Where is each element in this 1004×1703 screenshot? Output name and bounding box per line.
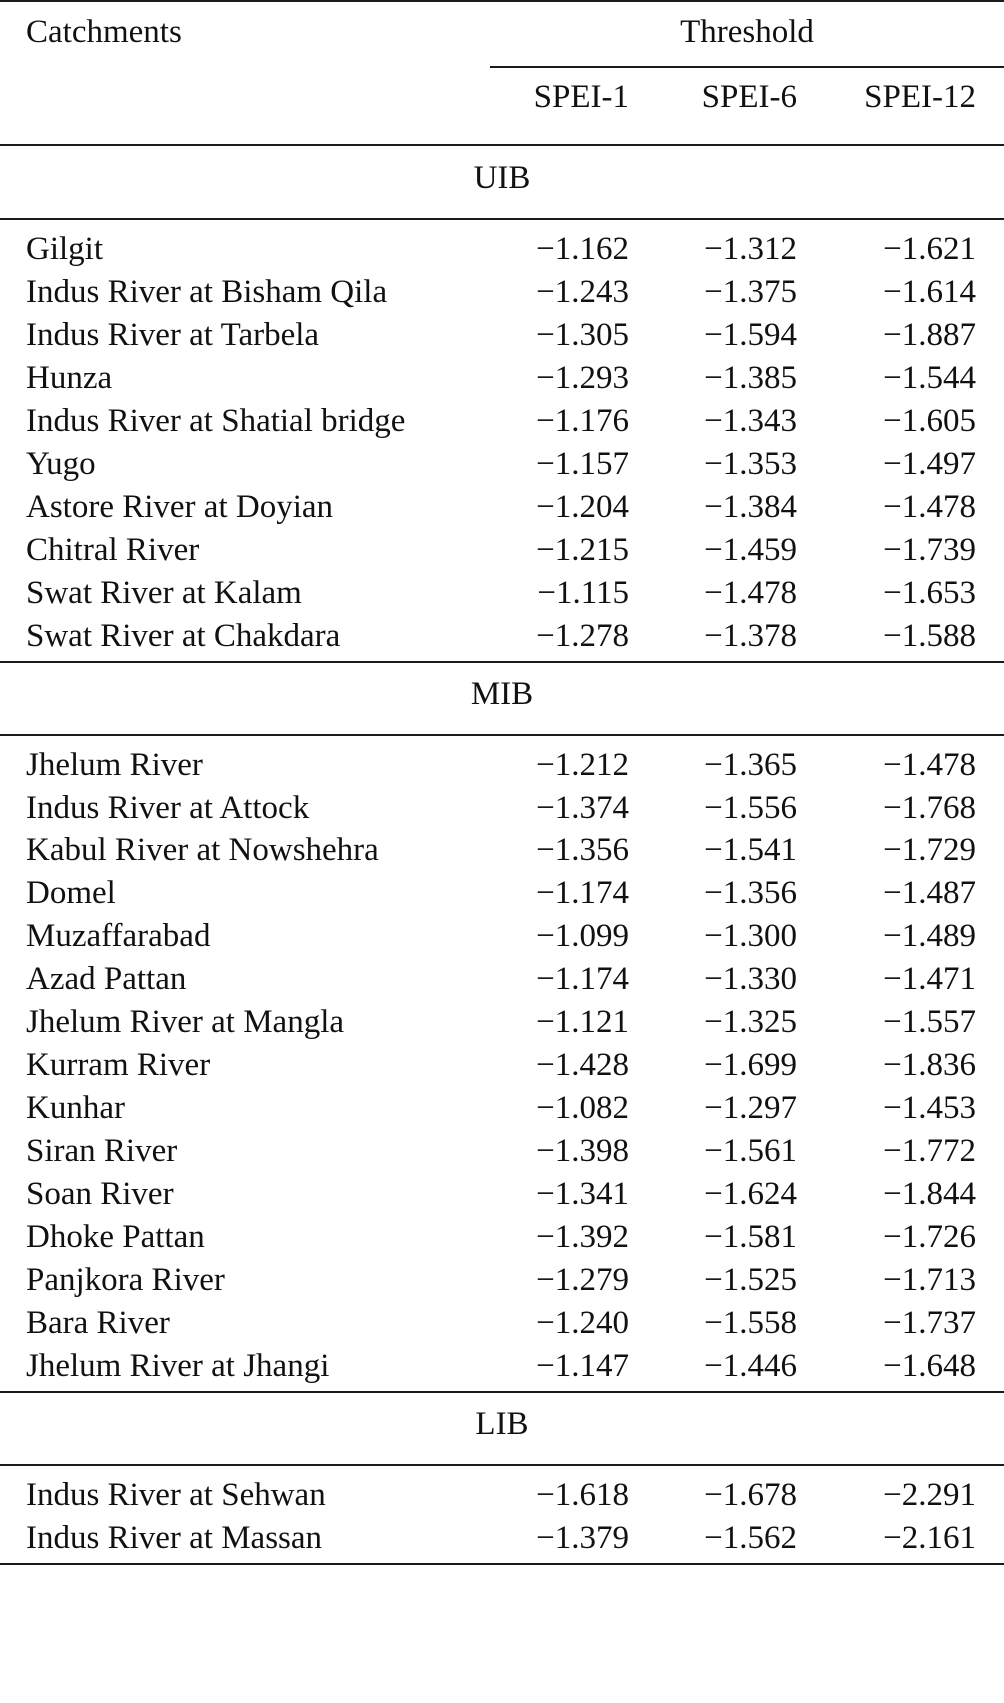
- spei-12-value: −1.887: [883, 316, 976, 353]
- header-threshold: Threshold: [680, 14, 814, 50]
- spei-12-value: −1.453: [883, 1090, 976, 1127]
- header-spei-6: SPEI-6: [701, 79, 797, 115]
- spei-1-value: −1.341: [536, 1176, 629, 1212]
- header-rule: [0, 144, 1004, 146]
- section-rule: [0, 661, 1004, 663]
- spei-1-value: −1.240: [536, 1304, 629, 1341]
- spei-12-value: −1.621: [883, 231, 976, 267]
- section-rule: [0, 1391, 1004, 1393]
- spei-6-value: −1.581: [704, 1219, 797, 1255]
- spei-1-value: −1.293: [536, 359, 629, 396]
- catchment-name: Chitral River: [26, 531, 200, 568]
- catchment-name: Panjkora River: [26, 1261, 225, 1298]
- section-label-lib: LIB: [475, 1405, 529, 1442]
- spei-6-value: −1.330: [704, 961, 797, 998]
- spei-6-value: −1.356: [704, 875, 797, 912]
- spei-1-value: −1.243: [536, 273, 629, 310]
- header-spei-1: SPEI-1: [533, 79, 629, 115]
- spei-12-value: −2.291: [883, 1476, 976, 1513]
- catchment-name: Azad Pattan: [26, 961, 187, 998]
- catchment-name: Domel: [26, 875, 116, 912]
- catchment-name: Indus River at Bisham Qila: [26, 273, 388, 310]
- section-label-uib: UIB: [473, 160, 531, 196]
- spei-1-value: −1.379: [536, 1519, 629, 1556]
- spei-1-value: −1.082: [536, 1090, 629, 1127]
- spei-6-value: −1.297: [704, 1090, 797, 1127]
- spei-12-value: −1.605: [883, 402, 976, 439]
- catchment-name: Indus River at Sehwan: [26, 1476, 326, 1513]
- spei-12-value: −2.161: [883, 1519, 976, 1556]
- spei-12-value: −1.487: [883, 875, 976, 912]
- spei-12-value: −1.544: [883, 359, 976, 396]
- spei-6-value: −1.556: [704, 789, 797, 826]
- spei-1-value: −1.428: [536, 1047, 629, 1084]
- spei-6-value: −1.678: [704, 1476, 797, 1513]
- spei-12-value: −1.588: [883, 617, 976, 654]
- spei-12-value: −1.768: [883, 789, 976, 826]
- spei-1-value: −1.099: [536, 918, 629, 955]
- spei-12-value: −1.726: [883, 1219, 976, 1255]
- spei-12-value: −1.772: [883, 1133, 976, 1170]
- spei-6-value: −1.562: [704, 1519, 797, 1556]
- top-rule: [0, 0, 1004, 2]
- spei-6-value: −1.541: [704, 832, 797, 869]
- catchment-name: Bara River: [26, 1304, 170, 1341]
- spei-1-value: −1.305: [536, 316, 629, 353]
- catchment-name: Kabul River at Nowshehra: [26, 832, 379, 869]
- spei-6-value: −1.365: [704, 746, 797, 783]
- spei-1-value: −1.204: [536, 488, 629, 525]
- threshold-cmidrule: [490, 66, 1004, 68]
- section-rule: [0, 1464, 1004, 1466]
- spei-12-value: −1.653: [883, 574, 976, 611]
- spei-1-value: −1.176: [536, 402, 629, 439]
- spei-6-value: −1.558: [704, 1304, 797, 1341]
- spei-6-value: −1.446: [704, 1347, 797, 1384]
- spei-1-value: −1.215: [536, 531, 629, 568]
- spei-12-value: −1.478: [883, 746, 976, 783]
- spei-6-value: −1.594: [704, 316, 797, 353]
- header-spei-12: SPEI-12: [864, 79, 976, 115]
- spei-1-value: −1.115: [537, 574, 629, 611]
- spei-6-value: −1.312: [704, 231, 797, 267]
- catchment-name: Dhoke Pattan: [26, 1219, 205, 1255]
- catchment-name: Astore River at Doyian: [26, 488, 334, 525]
- spei-1-value: −1.398: [536, 1133, 629, 1170]
- spei-6-value: −1.561: [704, 1133, 797, 1170]
- catchment-name: Jhelum River at Mangla: [26, 1004, 345, 1041]
- spei-12-value: −1.471: [883, 961, 976, 998]
- spei-1-value: −1.618: [536, 1476, 629, 1513]
- catchment-name: Swat River at Kalam: [26, 574, 302, 611]
- spei-12-value: −1.557: [883, 1004, 976, 1041]
- spei-12-value: −1.713: [883, 1261, 976, 1298]
- spei-6-value: −1.385: [704, 359, 797, 396]
- spei-6-value: −1.300: [704, 918, 797, 955]
- spei-1-value: −1.374: [536, 789, 629, 826]
- spei-1-value: −1.174: [536, 961, 629, 998]
- catchment-name: Kunhar: [26, 1090, 125, 1127]
- catchment-name: Hunza: [26, 359, 113, 396]
- spei-12-value: −1.497: [883, 445, 976, 482]
- spei-6-value: −1.353: [704, 445, 797, 482]
- spei-12-value: −1.614: [883, 273, 976, 310]
- spei-12-value: −1.478: [883, 488, 976, 525]
- spei-6-value: −1.375: [704, 273, 797, 310]
- catchment-name: Muzaffarabad: [26, 918, 211, 955]
- spei-12-value: −1.729: [883, 832, 976, 869]
- catchment-name: Swat River at Chakdara: [26, 617, 341, 654]
- catchment-name: Indus River at Tarbela: [26, 316, 320, 353]
- spei-1-value: −1.279: [536, 1261, 629, 1298]
- spei-12-value: −1.836: [883, 1047, 976, 1084]
- spei-12-value: −1.844: [883, 1176, 976, 1212]
- header-catchments: Catchments: [26, 14, 182, 50]
- spei-6-value: −1.378: [704, 617, 797, 654]
- catchment-name: Soan River: [26, 1176, 174, 1212]
- spei-6-value: −1.343: [704, 402, 797, 439]
- spei-1-value: −1.174: [536, 875, 629, 912]
- catchment-name: Jhelum River at Jhangi: [26, 1347, 330, 1384]
- spei-6-value: −1.525: [704, 1261, 797, 1298]
- catchment-name: Indus River at Attock: [26, 789, 310, 826]
- spei-6-value: −1.384: [704, 488, 797, 525]
- spei-12-value: −1.648: [883, 1347, 976, 1384]
- section-label-mib: MIB: [470, 675, 534, 712]
- spei-1-value: −1.392: [536, 1219, 629, 1255]
- catchment-name: Indus River at Shatial bridge: [26, 402, 406, 439]
- spei-1-value: −1.147: [536, 1347, 629, 1384]
- spei-6-value: −1.699: [704, 1047, 797, 1084]
- section-rule: [0, 218, 1004, 220]
- spei-1-value: −1.121: [536, 1004, 629, 1041]
- spei-12-value: −1.739: [883, 531, 976, 568]
- spei-6-value: −1.459: [704, 531, 797, 568]
- catchment-name: Jhelum River: [26, 746, 203, 783]
- section-rule: [0, 734, 1004, 736]
- spei-12-value: −1.489: [883, 918, 976, 955]
- spei-1-value: −1.157: [536, 445, 629, 482]
- spei-12-value: −1.737: [883, 1304, 976, 1341]
- catchment-name: Siran River: [26, 1133, 178, 1170]
- spei-1-value: −1.212: [536, 746, 629, 783]
- spei-6-value: −1.478: [704, 574, 797, 611]
- catchment-name: Indus River at Massan: [26, 1519, 323, 1556]
- catchment-name: Kurram River: [26, 1047, 211, 1084]
- spei-6-value: −1.325: [704, 1004, 797, 1041]
- spei-1-value: −1.278: [536, 617, 629, 654]
- spei-6-value: −1.624: [704, 1176, 797, 1212]
- catchment-name: Gilgit: [26, 231, 104, 267]
- bottom-rule: [0, 1563, 1004, 1565]
- catchment-name: Yugo: [26, 445, 96, 482]
- spei-1-value: −1.356: [536, 832, 629, 869]
- spei-1-value: −1.162: [536, 231, 629, 267]
